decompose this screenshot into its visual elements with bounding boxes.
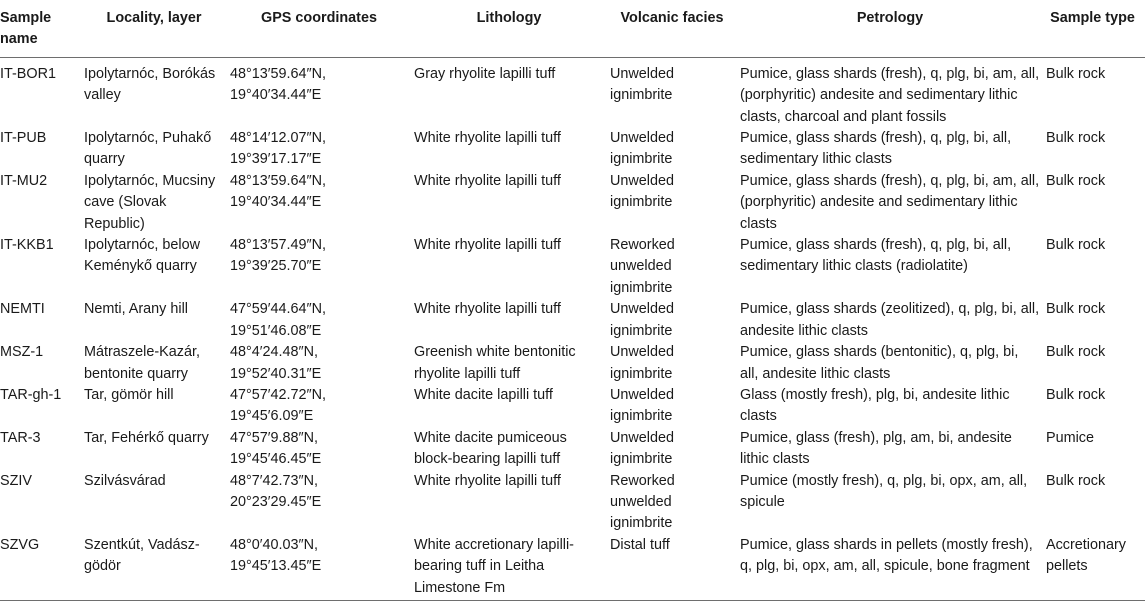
cell-sample-name: IT-MU2 — [0, 172, 48, 189]
cell-petrology: Pumice, glass shards in pellets (mostly fresh), q, plg, bi, opx, am, all, spicule, bone fragment — [740, 535, 1046, 601]
table-row — [0, 535, 1145, 601]
cell-sample-name: SZIV — [0, 472, 32, 489]
cell-sample-name: TAR-gh-1 — [0, 386, 62, 403]
header-petrology: Petrology — [740, 0, 1046, 57]
cell-lithology: White dacite pumiceous block-bearing lapilli tuff — [414, 429, 567, 468]
cell-sample-type: Bulk rock — [1046, 301, 1106, 318]
cell-sample-type: Bulk rock — [1046, 237, 1106, 254]
cell-lithology: Greenish white bentonitic rhyolite lapilli tuff — [414, 344, 576, 382]
cell-sample-type: Bulk rock — [1046, 386, 1106, 403]
cell-facies: Distal tuff — [610, 535, 740, 601]
cell-sample-name: NEMTI — [0, 301, 45, 318]
cell-locality: Ipolytarnóc, Puhakő quarry — [84, 130, 212, 168]
cell-locality: Ipolytarnóc, Borókás valley — [84, 65, 216, 104]
table-row — [0, 342, 1145, 385]
cell-sample-name: IT-KKB1 — [0, 237, 54, 254]
cell-gps: 48°14′12.07″N, 19°39′17.17″E — [230, 130, 326, 168]
cell-lithology: White rhyolite lapilli tuff — [414, 301, 561, 318]
cell-petrology: Pumice, glass shards (bentonitic), q, plg, bi, all, andesite lithic clasts — [740, 344, 1019, 382]
cell-sample-type: Bulk rock — [1046, 172, 1106, 189]
cell-petrology: Pumice, glass shards (fresh), q, plg, bi, all, sedimentary lithic clasts — [740, 130, 1012, 168]
cell-sample-name: IT-PUB — [0, 130, 47, 147]
cell-sample-name: IT-BOR1 — [0, 65, 56, 82]
cell-facies: Unwelded ignimbrite — [610, 344, 674, 382]
cell-lithology: White dacite lapilli tuff — [414, 386, 553, 403]
cell-locality: Nemti, Arany hill — [84, 301, 188, 318]
cell-gps: 47°57′42.72″N, 19°45′6.09″E — [230, 386, 326, 425]
cell-gps: 48°13′59.64″N, 19°40′34.44″E — [230, 172, 326, 211]
cell-lithology: White rhyolite lapilli tuff — [414, 130, 561, 147]
cell-lithology: Gray rhyolite lapilli tuff — [414, 65, 556, 82]
header-locality: Locality, layer — [84, 0, 230, 57]
cell-sample-type: Accretionary pellets — [1046, 535, 1145, 601]
table-row — [0, 57, 1145, 128]
cell-facies: Unwelded ignimbrite — [610, 386, 674, 425]
cell-locality: Tar, Fehérkő quarry — [84, 429, 209, 446]
cell-petrology: Pumice (mostly fresh), q, plg, bi, opx, am, all, spicule — [740, 472, 1028, 510]
cell-facies: Unwelded ignimbrite — [610, 65, 674, 104]
cell-facies: Unwelded ignimbrite — [610, 301, 674, 339]
cell-sample-type: Bulk rock — [1046, 130, 1106, 147]
cell-facies: Unwelded ignimbrite — [610, 172, 674, 211]
table-row — [0, 128, 1145, 171]
cell-locality: Ipolytarnóc, Mucsiny cave (Slovak Republic) — [84, 172, 216, 232]
header-lithology: Lithology — [414, 0, 610, 57]
table-row — [0, 428, 1145, 471]
cell-sample-name: MSZ-1 — [0, 344, 44, 361]
cell-petrology: Pumice, glass shards (fresh), q, plg, bi, am, all, (porphyritic) andesite and sedimentary lithic clasts, charcoal and plant fossils — [740, 65, 1040, 125]
cell-facies: Unwelded ignimbrite — [610, 429, 674, 468]
header-sample-type: Sample type — [1046, 0, 1145, 57]
cell-locality: Mátraszele-Kazár, bentonite quarry — [84, 344, 200, 382]
cell-lithology: White accretionary lapilli-bearing tuff in Leitha Limestone Fm — [414, 535, 610, 601]
cell-lithology: White rhyolite lapilli tuff — [414, 172, 561, 189]
cell-gps: 48°7′42.73″N, 20°23′29.45″E — [230, 472, 322, 510]
table-row — [0, 299, 1145, 342]
cell-sample-type: Pumice — [1046, 429, 1094, 446]
cell-gps: 47°57′9.88″N, 19°45′46.45″E — [230, 429, 322, 468]
table-row — [0, 235, 1145, 299]
cell-petrology: Glass (mostly fresh), plg, bi, andesite lithic clasts — [740, 386, 1010, 425]
cell-facies: Reworked unwelded ignimbrite — [610, 472, 675, 532]
cell-sample-type: Bulk rock — [1046, 65, 1106, 82]
cell-gps: 48°13′57.49″N, 19°39′25.70″E — [230, 237, 326, 275]
cell-lithology: White rhyolite lapilli tuff — [414, 237, 561, 254]
cell-gps: 48°13′59.64″N, 19°40′34.44″E — [230, 65, 326, 104]
cell-petrology: Pumice, glass shards (zeolitized), q, plg, bi, all, andesite lithic clasts — [740, 301, 1040, 339]
cell-gps: 47°59′44.64″N, 19°51′46.08″E — [230, 301, 326, 339]
cell-locality: Tar, gömör hill — [84, 386, 174, 403]
header-gps: GPS coordinates — [230, 0, 414, 57]
cell-sample-name: TAR-3 — [0, 429, 41, 446]
table-row — [0, 171, 1145, 235]
cell-locality: Szentkút, Vadász-gödör — [84, 535, 230, 601]
cell-gps: 48°4′24.48″N, 19°52′40.31″E — [230, 344, 322, 382]
table-row — [0, 471, 1145, 535]
header-row — [0, 0, 1145, 57]
table-row — [0, 385, 1145, 428]
cell-sample-name: SZVG — [0, 535, 84, 601]
cell-sample-type: Bulk rock — [1046, 344, 1106, 361]
table-body — [0, 57, 1145, 600]
cell-locality: Szilvásvárad — [84, 472, 166, 489]
cell-facies: Unwelded ignimbrite — [610, 130, 674, 168]
header-sample-name: Sample name — [0, 0, 84, 57]
cell-petrology: Pumice, glass (fresh), plg, am, bi, andesite lithic clasts — [740, 429, 1012, 468]
cell-facies: Reworked unwelded ignimbrite — [610, 237, 675, 296]
cell-locality: Ipolytarnóc, below Keménykő quarry — [84, 237, 200, 275]
cell-lithology: White rhyolite lapilli tuff — [414, 472, 561, 489]
cell-petrology: Pumice, glass shards (fresh), q, plg, bi, am, all, (porphyritic) andesite and sedimentary lithic clasts — [740, 172, 1040, 232]
cell-gps: 48°0′40.03″N, 19°45′13.45″E — [230, 535, 414, 601]
cell-sample-type: Bulk rock — [1046, 472, 1106, 489]
header-facies: Volcanic facies — [610, 0, 740, 57]
cell-petrology: Pumice, glass shards (fresh), q, plg, bi, all, sedimentary lithic clasts (radiolatite) — [740, 237, 1012, 275]
